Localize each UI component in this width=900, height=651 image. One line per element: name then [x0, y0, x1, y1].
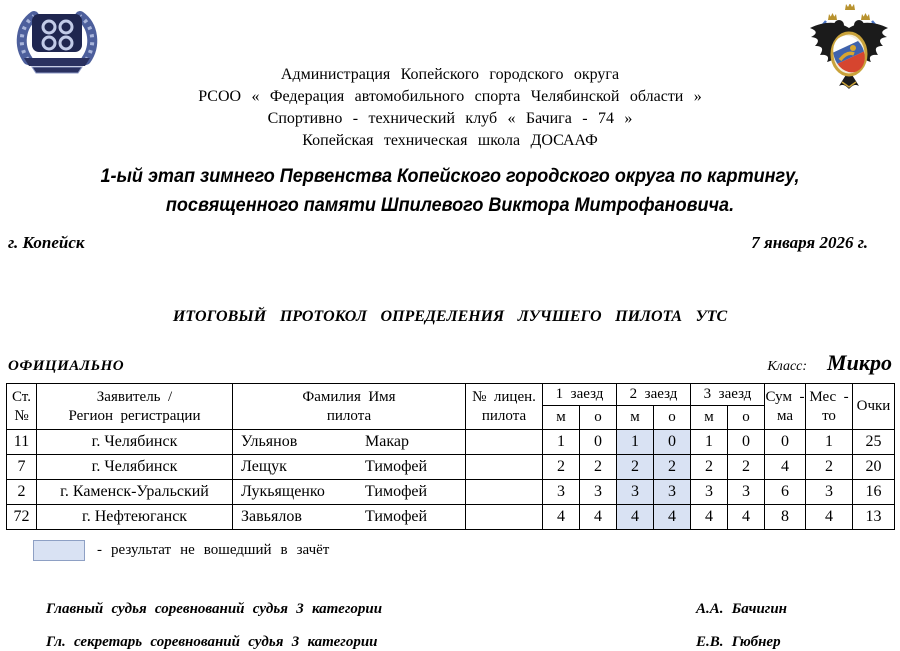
subcol-heat3-o: о	[728, 406, 765, 430]
protocol-title: ИТОГОВЫЙ ПРОТОКОЛ ОПРЕДЕЛЕНИЯ ЛУЧШЕГО ПИЛОТА УТС	[172, 308, 728, 325]
cell-heat1-m: 4	[543, 505, 580, 530]
signature-role: Главный судья соревнований судья 3 категории	[46, 601, 383, 617]
table-row	[7, 505, 895, 530]
event-title-line1: 1-ый этап зимнего Первенства Копейского городского округа по картингу,	[100, 166, 800, 187]
cell-points: 20	[853, 455, 895, 480]
cell-heat3-m: 4	[691, 505, 728, 530]
col-header-heat1: 1 заезд	[543, 384, 617, 406]
cell-heat3-o: 2	[728, 455, 765, 480]
col-header-license	[466, 384, 543, 430]
col-header-place	[806, 384, 853, 430]
signature-role: Гл. секретарь соревнований судья 3 категории	[46, 634, 378, 650]
cell-heat2-m-excluded: 2	[617, 455, 654, 480]
cell-heat3-m: 3	[691, 480, 728, 505]
event-title	[23, 162, 878, 220]
cell-heat1-m: 2	[543, 455, 580, 480]
cell-pilot	[233, 480, 466, 505]
pilot-firstname: Тимофей	[365, 458, 428, 475]
cell-sum: 8	[765, 505, 806, 530]
cell-points: 25	[853, 430, 895, 455]
cell-heat2-o-excluded: 4	[654, 505, 691, 530]
header-row-main	[7, 384, 895, 406]
cell-region: г. Челябинск	[37, 430, 233, 455]
cell-heat2-m-excluded: 3	[617, 480, 654, 505]
table-row	[7, 480, 895, 505]
header-line: пилота	[481, 407, 527, 424]
cell-place: 3	[806, 480, 853, 505]
pilot-surname: Лещук	[241, 458, 287, 475]
cell-heat2-o-excluded: 3	[654, 480, 691, 505]
cell-sum: 6	[765, 480, 806, 505]
cell-heat1-o: 2	[580, 455, 617, 480]
col-header-sum	[765, 384, 806, 430]
col-header-heat2: 2 заезд	[617, 384, 691, 406]
cell-sum: 4	[765, 455, 806, 480]
cell-license	[466, 430, 543, 455]
header-line: Ст.	[12, 388, 31, 405]
cell-start-number: 2	[7, 480, 37, 505]
subcol-heat1-o: о	[580, 406, 617, 430]
cell-region: г. Каменск-Уральский	[37, 480, 233, 505]
event-date: 7 января 2026 г.	[751, 233, 868, 252]
subcol-heat2-o: о	[654, 406, 691, 430]
cell-place: 2	[806, 455, 853, 480]
header-line: Заявитель /	[96, 388, 173, 405]
table-row	[7, 430, 895, 455]
cell-heat2-m-excluded: 4	[617, 505, 654, 530]
cell-heat3-o: 0	[728, 430, 765, 455]
header-line: № лицен.	[472, 388, 536, 405]
col-header-points: Очки	[853, 384, 895, 430]
cell-start-number: 11	[7, 430, 37, 455]
subcol-heat2-m: м	[617, 406, 654, 430]
header-line: Сум -	[765, 388, 805, 405]
cell-heat1-o: 3	[580, 480, 617, 505]
cell-license	[466, 455, 543, 480]
legend-text: - результат не вошедший в зачёт	[97, 542, 330, 558]
pilot-firstname: Макар	[365, 433, 409, 450]
event-title-line2: посвященного памяти Шпилевого Виктора Митрофановича.	[165, 195, 735, 216]
official-label: ОФИЦИАЛЬНО	[8, 358, 125, 374]
header-line: пилота	[326, 407, 372, 424]
cell-license	[466, 480, 543, 505]
class-value: Микро	[827, 350, 892, 375]
event-place: г. Копейск	[8, 233, 85, 252]
header-line: Регион регистрации	[68, 407, 201, 424]
organization-header	[0, 64, 900, 152]
header-line: Фамилия Имя	[302, 388, 396, 405]
signature-row-chief-judge	[46, 601, 900, 618]
org-line-club: Спортивно - технический клуб « Бачига - 74 »	[267, 110, 633, 127]
cell-points: 16	[853, 480, 895, 505]
cell-heat3-m: 2	[691, 455, 728, 480]
pilot-surname: Завьялов	[241, 508, 302, 525]
cell-region: г. Челябинск	[37, 455, 233, 480]
pilot-surname: Ульянов	[241, 433, 298, 450]
results-table	[6, 383, 895, 530]
header-line: Мес -	[809, 388, 849, 405]
cell-points: 13	[853, 505, 895, 530]
legend	[33, 540, 329, 561]
subcol-heat3-m: м	[691, 406, 728, 430]
cell-start-number: 7	[7, 455, 37, 480]
cell-heat3-m: 1	[691, 430, 728, 455]
status-row	[8, 350, 892, 376]
org-line-administration: Администрация Копейского городского округа	[280, 66, 620, 83]
cell-heat3-o: 3	[728, 480, 765, 505]
cell-pilot	[233, 455, 466, 480]
place-date-row	[8, 233, 868, 253]
col-header-heat3: 3 заезд	[691, 384, 765, 406]
cell-sum: 0	[765, 430, 806, 455]
header-line: ма	[776, 407, 794, 424]
cell-pilot	[233, 505, 466, 530]
cell-heat1-m: 3	[543, 480, 580, 505]
subcol-heat1-m: м	[543, 406, 580, 430]
cell-heat2-m-excluded: 1	[617, 430, 654, 455]
header-line: №	[14, 407, 29, 424]
header-line: то	[822, 407, 836, 424]
class-label: Класс:	[767, 359, 808, 374]
cell-place: 4	[806, 505, 853, 530]
cell-license	[466, 505, 543, 530]
cell-heat3-o: 4	[728, 505, 765, 530]
pilot-surname: Лукьященко	[241, 483, 325, 500]
col-header-pilot-name	[233, 384, 466, 430]
table-row	[7, 455, 895, 480]
pilot-firstname: Тимофей	[365, 508, 428, 525]
col-header-start-number	[7, 384, 37, 430]
signature-name: Е.В. Гюбнер	[696, 634, 781, 650]
col-header-entrant-region	[37, 384, 233, 430]
cell-region: г. Нефтеюганск	[37, 505, 233, 530]
cell-heat2-o-excluded: 0	[654, 430, 691, 455]
org-line-federation: РСОО « Федерация автомобильного спорта Челябинской области »	[198, 88, 702, 105]
excluded-result-swatch	[33, 540, 85, 561]
pilot-firstname: Тимофей	[365, 483, 428, 500]
cell-heat1-m: 1	[543, 430, 580, 455]
cell-pilot	[233, 430, 466, 455]
cell-start-number: 72	[7, 505, 37, 530]
cell-heat1-o: 0	[580, 430, 617, 455]
class-group	[767, 350, 892, 376]
cell-place: 1	[806, 430, 853, 455]
signature-row-chief-secretary	[46, 634, 900, 651]
cell-heat2-o-excluded: 2	[654, 455, 691, 480]
signature-name: А.А. Бачигин	[696, 601, 788, 617]
org-line-school: Копейская техническая школа ДОСААФ	[302, 132, 598, 149]
cell-heat1-o: 4	[580, 505, 617, 530]
